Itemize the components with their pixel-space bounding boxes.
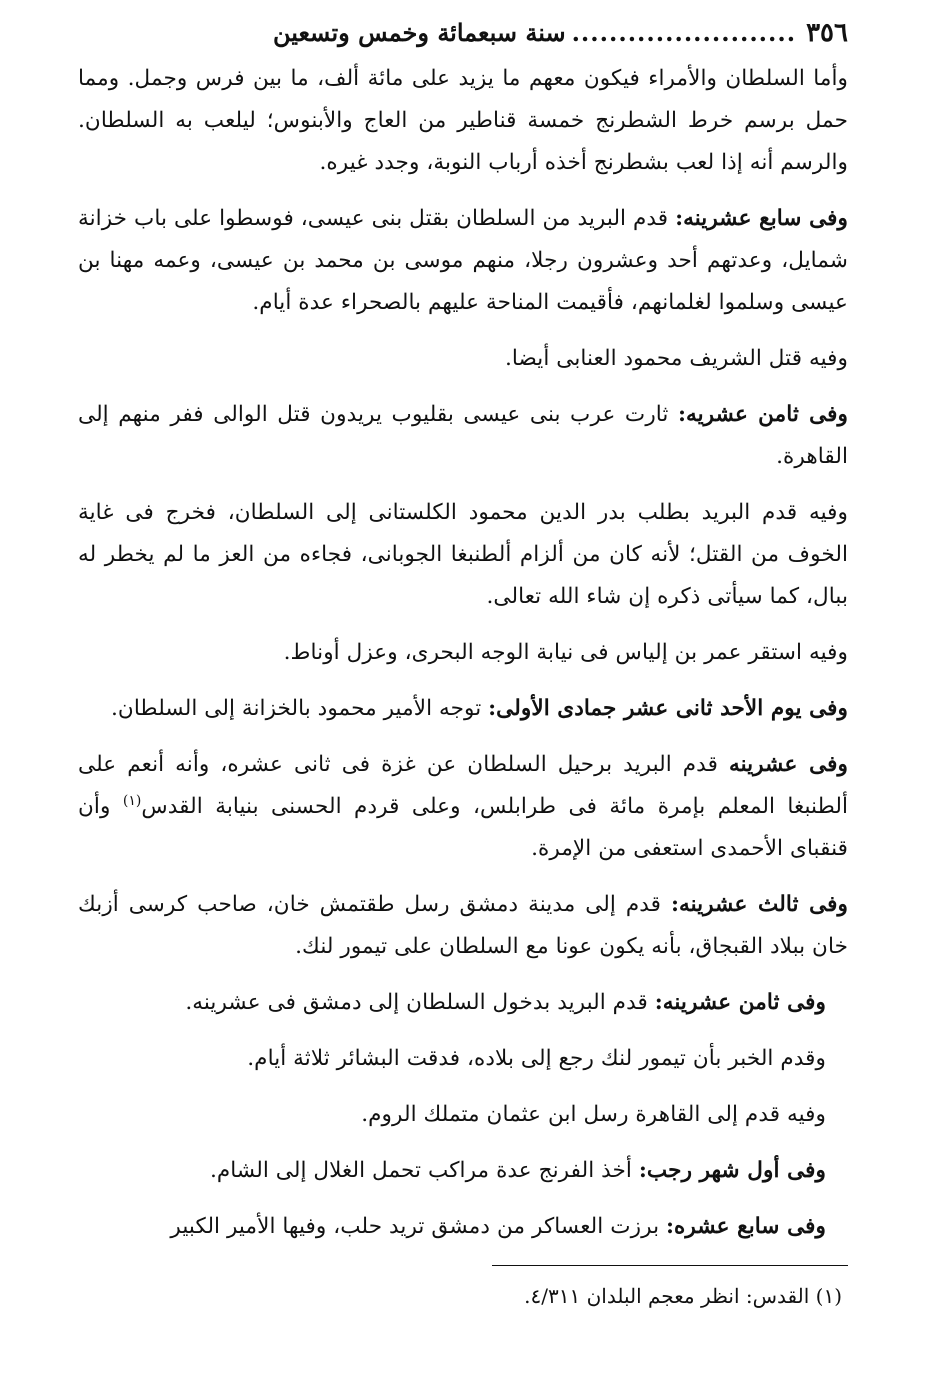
paragraph-text: وفيه قتل الشريف محمود العنابى أيضا. <box>505 346 848 371</box>
paragraph-lead: وفى سابع عشره: <box>666 1214 826 1239</box>
paragraph-lead: وفى أول شهر رجب: <box>638 1158 826 1183</box>
paragraph-text: ثارت عرب بنى عيسى بقليوب يريدون قتل الوالى ففر منهم إلى القاهرة. <box>78 402 848 469</box>
paragraph-text: قدم البريد بدخول السلطان إلى دمشق فى عشرينه. <box>185 990 655 1015</box>
paragraph-text: وفيه استقر عمر بن إلياس فى نيابة الوجه البحرى، وعزل أوناط. <box>283 640 848 665</box>
paragraph-13 <box>78 1150 848 1192</box>
paragraph-12 <box>78 1094 848 1136</box>
paragraph-7 <box>78 688 848 730</box>
paragraph-text: توجه الأمير محمود بالخزانة إلى السلطان. <box>111 696 489 721</box>
running-header <box>78 18 848 58</box>
paragraph-9 <box>78 884 848 968</box>
footnote-reference[interactable]: (١) <box>122 792 142 809</box>
paragraph-8 <box>78 744 848 870</box>
paragraph-text: وقدم الخبر بأن تيمور لنك رجع إلى بلاده، فدقت البشائر ثلاثة أيام. <box>247 1046 826 1071</box>
paragraph-text: وفيه قدم إلى القاهرة رسل ابن عثمان متملك الروم. <box>361 1102 826 1127</box>
page-number: ٣٥٦ <box>806 18 848 48</box>
paragraph-1 <box>78 58 848 184</box>
paragraph-11 <box>78 1038 848 1080</box>
paragraph-text: وأما السلطان والأمراء فيكون معهم ما يزيد على مائة ألف، ما بين فرس وجمل. ومما حمل برسم خرط الشطرنج خمسة قناطير من العاج والأبنوس؛ ليلعب به السلطان. والرسم أنه إذا لعب بشطرنج أخذه أرباب النوبة، وجدد غيره. <box>78 66 848 175</box>
paragraph-lead: وفى ثالث عشرينه: <box>670 892 848 917</box>
paragraph-lead: وفى ثامن عشريه: <box>678 402 848 427</box>
footnote: (١) القدس: انظر معجم البلدان ٤/٣١١. <box>524 1284 842 1308</box>
paragraph-2 <box>78 198 848 324</box>
paragraph-lead: وفى سابع عشرينه: <box>675 206 849 231</box>
paragraph-text: برزت العساكر من دمشق تريد حلب، وفيها الأمير الكبير <box>170 1214 666 1239</box>
paragraph-text: أخذ الفرنج عدة مراكب تحمل الغلال إلى الشام. <box>209 1158 639 1183</box>
paragraph-6 <box>78 632 848 674</box>
paragraph-text: قدم إلى مدينة دمشق رسل طقتمش خان، صاحب كرسى أزبك خان ببلاد القبجاق، بأنه يكون عونا مع السلطان على تيمور لنك. <box>78 892 848 959</box>
paragraph-3 <box>78 338 848 380</box>
paragraph-5 <box>78 492 848 618</box>
paragraph-4 <box>78 394 848 478</box>
paragraph-lead: وفى ثامن عشرينه: <box>654 990 826 1015</box>
footnote-divider <box>492 1265 848 1266</box>
paragraph-lead: وفى يوم الأحد ثانى عشر جمادى الأولى: <box>488 696 848 721</box>
paragraph-14 <box>78 1206 848 1248</box>
header-leader-dots: ........................ <box>571 18 797 47</box>
paragraph-text: قدم البريد برحيل السلطان عن غزة فى ثانى عشره، وأنه أنعم على ألطنبغا المعلم بإمرة مائة فى طرابلس، وعلى قردم الحسنى بنيابة القدس <box>78 752 848 819</box>
paragraph-text: قدم البريد من السلطان بقتل بنى عيسى، فوسطوا على باب خزانة شمايل، وعدتهم أحد وعشرون رجلا، منهم موسى بن محمد بن عيسى، وعمه مهنا بن عيسى وسلموا لغلمانهم، فأقيمت المناحة عليهم بالصحراء عدة أيام. <box>78 206 848 315</box>
main-text <box>78 58 848 1248</box>
paragraph-lead: وفى عشرينه <box>728 752 848 777</box>
paragraph-text: وفيه قدم البريد بطلب بدر الدين محمود الكلستانى إلى السلطان، فخرج فى غاية الخوف من القتل؛ لأنه كان من ألزام ألطنبغا الجوبانى، فجاءه من العز ما لم يخطر له ببال، كما سيأتى ذكره إن شاء الله تعالى. <box>78 500 848 609</box>
paragraph-text-tail: وأن قنقباى الأحمدى استعفى من الإمرة. <box>78 794 848 861</box>
paragraph-10 <box>78 982 848 1024</box>
running-title: سنة سبعمائة وخمس وتسعين <box>272 18 566 47</box>
